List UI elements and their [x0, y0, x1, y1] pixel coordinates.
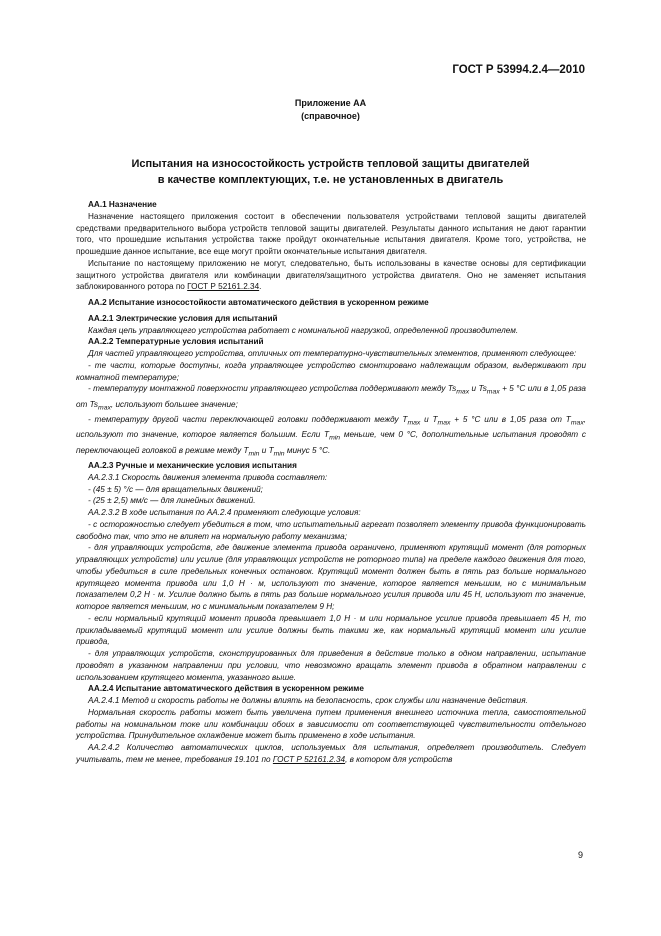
section-aa1-paragraph-2: Испытание по настоящему приложению не могут, следовательно, быть использованы в качестве основы для сертификации защитного устройства двигателя или комбинации двигателя/защитного устройства двигателя. Оно не заменяет испытания заблокированного ротора по ГОСТ Р 52161.2.34.	[76, 258, 586, 292]
section-aa241-paragraph-2: Нормальная скорость работы может быть увеличена путем применения внешнего источника тепла, самостоятельной работы на номинальном токе или комбинации обоих в зависимости от соответствующей чувствительности отдельного устройства. Принудительное охлаждение может быть применено в ходе испытания.	[76, 707, 586, 741]
gost-reference-link-2[interactable]: ГОСТ Р 52161.2.34	[272, 754, 346, 764]
annex-heading	[0, 97, 661, 123]
section-aa24-heading: АА.2.4 Испытание автоматического действия в ускоренном режиме	[88, 684, 364, 694]
document-title-line-1: Испытания на износостойкость устройств тепловой защиты двигателей	[131, 158, 530, 170]
document-code: ГОСТ Р 53994.2.4—2010	[452, 64, 585, 76]
section-aa232-text: АА.2.3.2 В ходе испытания по АА.2.4 применяют следующие условия:	[88, 508, 361, 518]
section-aa22-heading: АА.2.2 Температурные условия испытаний	[88, 337, 264, 347]
section-aa231-bullet-1: - (45 ± 5) °/с — для вращательных движений;	[88, 484, 263, 494]
section-aa22-bullet-3: - температуру другой части переключающей головки поддерживают между $T_{max}$ и $T_{max} + 5$ °С или в 1,05 раза от $T_{max}$, используют то значение, которое является большим. Если $T_{min}$ меньше, чем 0 °С, дополнительные испытания проводят с переключающей головкой в режиме между $T_{min}$ и $T_{min}$ минус 5 °С.	[76, 415, 587, 458]
gost-reference-link[interactable]: ГОСТ Р 52161.2.34	[187, 282, 260, 292]
document-title-line-2: в качестве комплектующих, т.е. не установленных в двигатель	[157, 174, 504, 186]
document-title	[0, 156, 661, 188]
section-aa1-paragraph-1: Назначение настоящего приложения состоит в обеспечении пользователя устройствами тепловой защиты двигателей средствами предварительного выбора устройств тепловой защиты двигателей. Результаты данного испытания не дают гарантии того, что прошедшие испытания устройства также пройдут окончательные испытания двигателя. Кроме того, устройства, не прошедшие данное испытание, все еще могут пройти окончательные испытания двигателя.	[76, 211, 586, 256]
section-aa22-bullet-1: - те части, которые доступны, когда управляющее устройство смонтировано надлежащим образом, выдерживают при комнатной температуре;	[76, 360, 586, 382]
section-aa2-heading: АА.2 Испытание износостойкости автоматического действия в ускоренном режиме	[88, 298, 429, 307]
section-aa232-bullet-1: - с осторожностью следует убедиться в том, что испытательный агрегат позволяет элементу привода функционировать свободно так, что это не влияет на нормальную работу механизма;	[76, 519, 586, 541]
annex-type: (справочное)	[301, 111, 360, 121]
page-number: 9	[577, 850, 583, 860]
section-aa21-heading: АА.2.1 Электрические условия для испытаний	[88, 313, 278, 323]
annex-title: Приложение АА	[294, 98, 367, 108]
section-aa241-text: АА.2.4.1 Метод и скорость работы не должны влиять на безопасность, срок службы или назначение действия.	[88, 696, 528, 706]
section-aa232-bullet-4: - для управляющих устройств, сконструированных для приведения в действие только в одном направлении, испытание проводят в указанном направлении при условии, что невозможно вращать элемент привода в обратном направлении с использованием крутящего момента, указанного выше.	[76, 649, 586, 682]
section-aa231-text: АА.2.3.1 Скорость движения элемента привода составляет:	[88, 472, 328, 482]
section-aa231-bullet-2: - (25 ± 2,5) мм/с — для линейных движений.	[88, 496, 256, 506]
section-aa23-heading: АА.2.3 Ручные и механические условия испытания	[88, 461, 297, 471]
section-aa21-text: Каждая цепь управляющего устройства работает с номинальной нагрузкой, определенной производителем.	[88, 325, 519, 335]
section-aa22-intro: Для частей управляющего устройства, отличных от температурно-чувствительных элементов, применяют следующее:	[88, 349, 577, 358]
section-aa22-bullet-2: - температуру монтажной поверхности управляющего устройства поддерживают между $Ts_{max}$ и $Ts_{max} + 5$ °С или в 1,05 раза от $Ts_{max}$, используют большее значение;	[76, 384, 586, 412]
section-aa232-bullet-2: - для управляющих устройств, где движение элемента привода ограничено, применяют крутящий момент (для роторных управляющих устройств) или усилие (для управляющих устройств не роторного типа) на пределе каждого движения для того, чтобы убедиться в силе предельных конечных остановок. Крутящий момент должен быть в пять раз больше нормального крутящего момента привода или 1,0 Н · м, используют то значение, которое является меньшим, но с минимальным показателем 0,2 Н · м. Усилие должно быть в пять раз больше нормального усилия привода или 45 Н, используют то значение, которое является меньшим, но с минимальным показателем 9 Н;	[76, 543, 586, 612]
document-body	[76, 199, 586, 766]
section-aa242-text: АА.2.4.2 Количество автоматических циклов, используемых для испытания, определяет производитель. Следует учитывать, тем не менее, требования 19.101 по ГОСТ Р 52161.2.34, в котором для устройств	[76, 743, 586, 764]
section-aa1-heading: АА.1 Назначение	[88, 200, 157, 209]
section-aa232-bullet-3: - если нормальный крутящий момент привода превышает 1,0 Н · м или нормальное усилие привода превышает 45 Н, то прикладываемый крутящий момент или усилие должны быть такими же, как нормальный крутящий момент или усилие привода,	[76, 613, 586, 647]
